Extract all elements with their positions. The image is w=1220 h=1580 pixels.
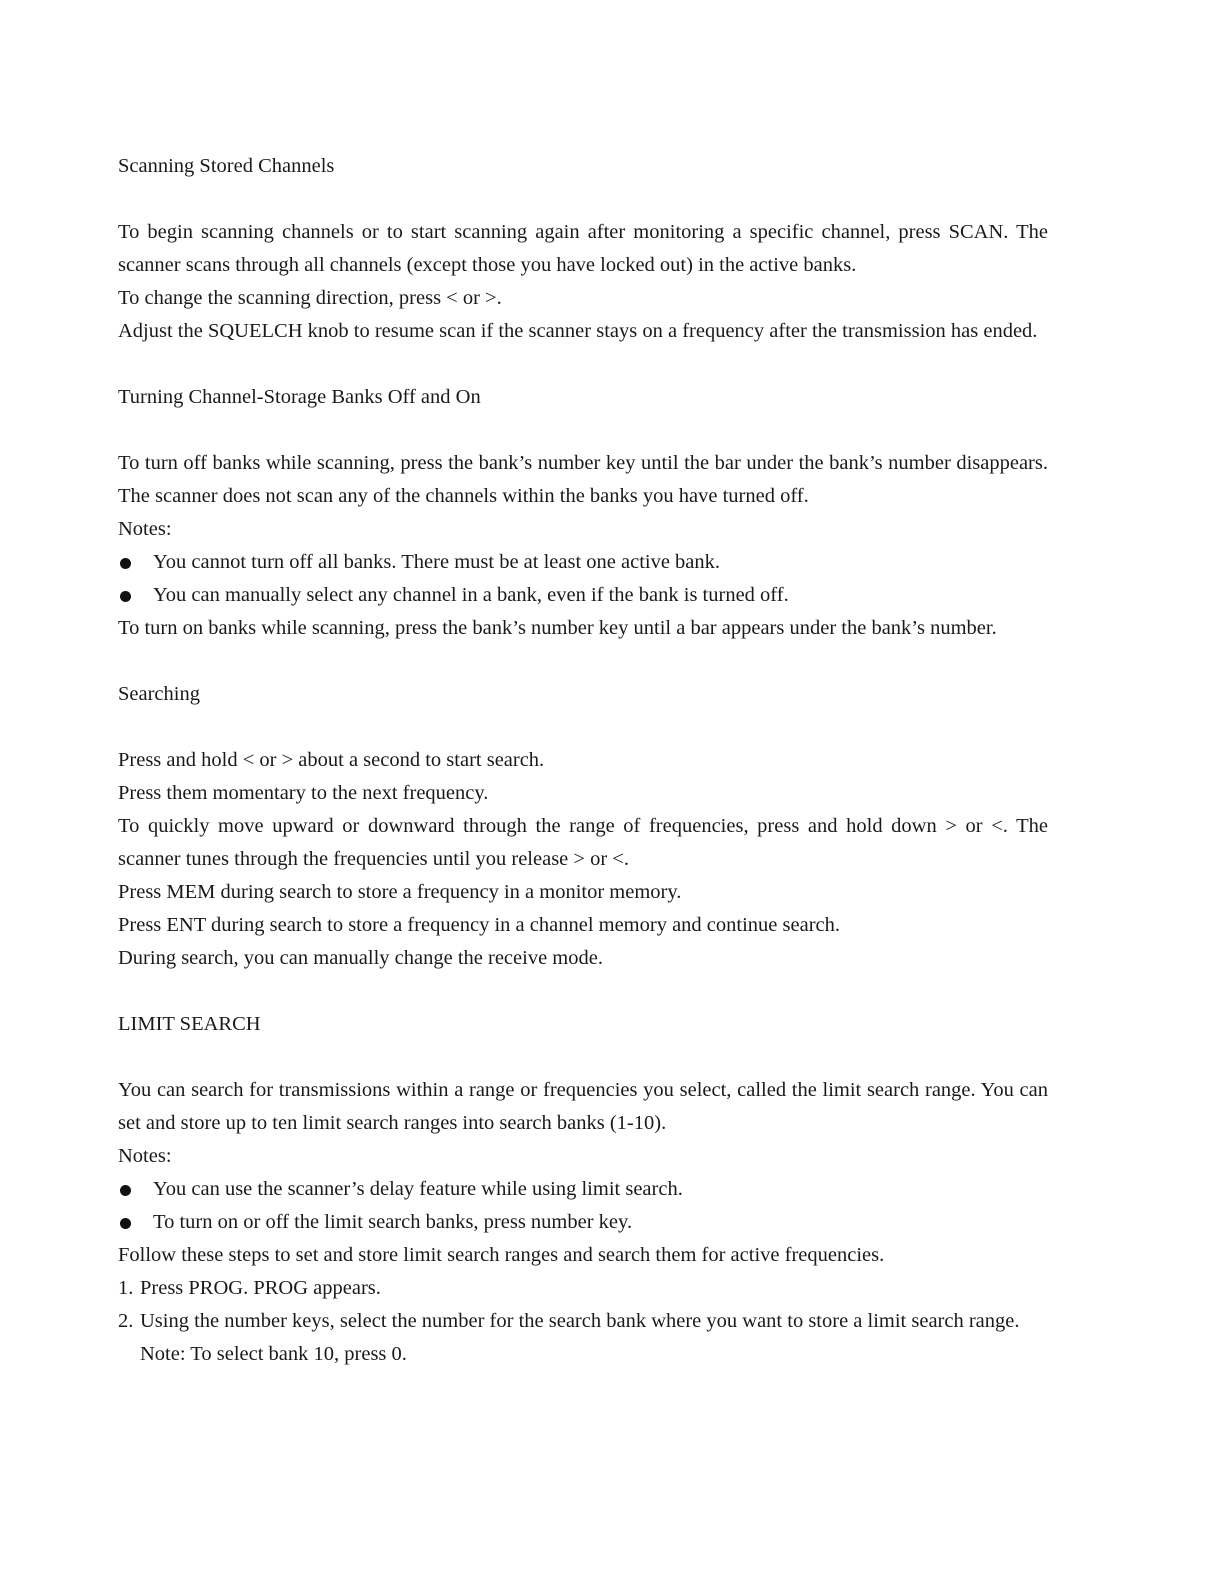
list-item-text: To turn on or off the limit search banks, press number key. <box>153 1211 633 1233</box>
paragraph: To turn off banks while scanning, press the bank’s number key until the bar under the bank’s number disappears. The scanner does not scan any of the channels within the banks you have turned off. <box>118 452 1048 507</box>
notes-list <box>118 546 1048 612</box>
bullet-icon <box>120 1218 131 1229</box>
list-item-text: You cannot turn off all banks. There must be at least one active bank. <box>153 551 721 573</box>
list-item-text: You can manually select any channel in a bank, even if the bank is turned off. <box>153 584 789 606</box>
notes-label: Notes: <box>118 1145 172 1167</box>
paragraph: To begin scanning channels or to start scanning again after monitoring a specific channel, press SCAN. The scanner scans through all channels (except those you have locked out) in the active banks. <box>118 221 1048 276</box>
step-number: 1. <box>118 1277 134 1299</box>
section-title: Turning Channel-Storage Banks Off and On <box>118 386 481 408</box>
step-item <box>118 1305 1048 1371</box>
step-text: Using the number keys, select the number for the search bank where you want to store a limit search range. <box>140 1310 1020 1332</box>
paragraph: To change the scanning direction, press < or >. <box>118 287 502 309</box>
step-note: Note: To select bank 10, press 0. <box>140 1343 407 1365</box>
section-title: Searching <box>118 683 200 705</box>
section-title: LIMIT SEARCH <box>118 1013 261 1035</box>
document-page <box>118 150 1048 1371</box>
step-item <box>118 1272 1048 1305</box>
steps-list <box>118 1272 1048 1371</box>
paragraph: You can search for transmissions within a range or frequencies you select, called the limit search range. You can set and store up to ten limit search ranges into search banks (1-10). <box>118 1079 1048 1134</box>
list-item <box>118 1206 1048 1239</box>
bullet-icon <box>120 1185 131 1196</box>
section-searching <box>118 678 1048 975</box>
spacer <box>118 348 1048 381</box>
paragraph: During search, you can manually change the receive mode. <box>118 947 603 969</box>
bullet-icon <box>120 591 131 602</box>
list-item <box>118 546 1048 579</box>
section-title: Scanning Stored Channels <box>118 155 335 177</box>
notes-label: Notes: <box>118 518 172 540</box>
list-item <box>118 579 1048 612</box>
bullet-icon <box>120 558 131 569</box>
spacer <box>118 975 1048 1008</box>
section-limit-search <box>118 1008 1048 1371</box>
step-number: 2. <box>118 1310 134 1332</box>
spacer <box>118 645 1048 678</box>
paragraph: Press them momentary to the next frequency. <box>118 782 489 804</box>
paragraph: Follow these steps to set and store limit search ranges and search them for active frequencies. <box>118 1244 885 1266</box>
section-banks <box>118 381 1048 645</box>
section-scanning <box>118 150 1048 348</box>
list-item-text: You can use the scanner’s delay feature while using limit search. <box>153 1178 683 1200</box>
paragraph: Press and hold < or > about a second to start search. <box>118 749 545 771</box>
step-text: Press PROG. PROG appears. <box>140 1277 381 1299</box>
paragraph: To quickly move upward or downward through the range of frequencies, press and hold down > or <. The scanner tunes through the frequencies until you release > or <. <box>118 815 1048 870</box>
notes-list <box>118 1173 1048 1239</box>
paragraph: Press ENT during search to store a frequency in a channel memory and continue search. <box>118 914 840 936</box>
paragraph: Adjust the SQUELCH knob to resume scan if the scanner stays on a frequency after the transmission has ended. <box>118 320 1038 342</box>
paragraph: Press MEM during search to store a frequency in a monitor memory. <box>118 881 682 903</box>
list-item <box>118 1173 1048 1206</box>
paragraph: To turn on banks while scanning, press the bank’s number key until a bar appears under the bank’s number. <box>118 617 997 639</box>
